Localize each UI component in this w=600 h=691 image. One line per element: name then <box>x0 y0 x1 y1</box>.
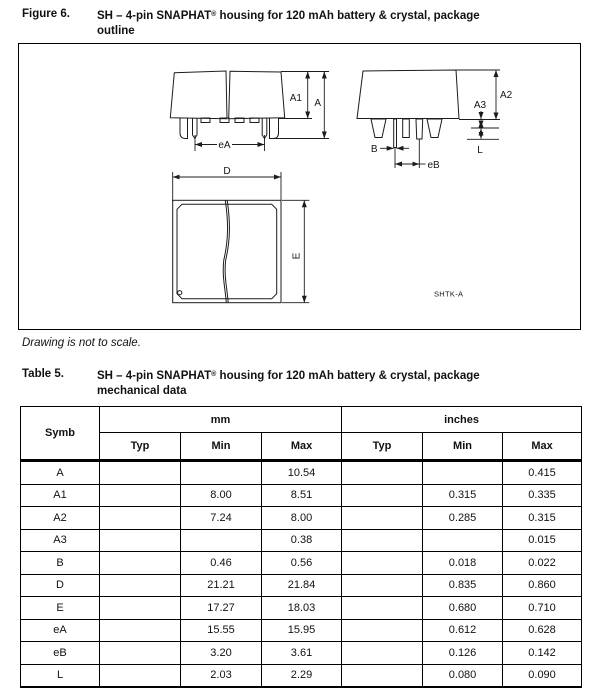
value-cell: 2.03 <box>181 664 262 687</box>
symbol-cell: eA <box>21 619 100 642</box>
figure-title-line2: outline <box>97 25 135 37</box>
value-cell: 0.46 <box>181 552 262 575</box>
value-cell <box>342 529 423 552</box>
registered-trademark: ® <box>211 11 217 18</box>
table-row <box>21 597 582 620</box>
value-cell: 0.022 <box>503 552 582 575</box>
value-cell <box>100 461 181 485</box>
value-cell: 0.126 <box>423 642 503 665</box>
dim-label-a3: A3 <box>473 100 487 111</box>
value-cell: 21.21 <box>181 574 262 597</box>
table-body <box>21 461 582 688</box>
value-cell: 0.680 <box>423 597 503 620</box>
table-caption <box>22 367 480 399</box>
table-title <box>97 367 480 399</box>
value-cell <box>342 619 423 642</box>
value-cell: 0.315 <box>503 507 582 530</box>
table-row <box>21 642 582 665</box>
side-view-left <box>170 71 284 139</box>
table-row <box>21 484 582 507</box>
col-header-mm-typ: Typ <box>100 433 181 461</box>
value-cell <box>100 529 181 552</box>
value-cell: 0.56 <box>262 552 342 575</box>
table-row <box>21 664 582 687</box>
col-header-mm-max: Max <box>262 433 342 461</box>
registered-trademark: ® <box>211 371 217 378</box>
value-cell: 17.27 <box>181 597 262 620</box>
value-cell: 0.860 <box>503 574 582 597</box>
col-header-inches: inches <box>342 407 582 433</box>
dim-label-l: L <box>477 145 483 156</box>
value-cell <box>100 664 181 687</box>
col-header-mm-min: Min <box>181 433 262 461</box>
value-cell: 8.51 <box>262 484 342 507</box>
value-cell: 8.00 <box>262 507 342 530</box>
value-cell <box>100 642 181 665</box>
dim-label-eb: eB <box>427 160 440 171</box>
symbol-cell: E <box>21 597 100 620</box>
top-view <box>173 200 281 302</box>
table-row <box>21 529 582 552</box>
value-cell: 0.38 <box>262 529 342 552</box>
value-cell: 15.55 <box>181 619 262 642</box>
col-header-in-max: Max <box>503 433 582 461</box>
dim-label-a1: A1 <box>289 93 302 104</box>
value-cell <box>100 552 181 575</box>
value-cell: 0.018 <box>423 552 503 575</box>
col-header-in-min: Min <box>423 433 503 461</box>
value-cell: 0.015 <box>503 529 582 552</box>
value-cell: 15.95 <box>262 619 342 642</box>
value-cell <box>342 642 423 665</box>
figure-title-line1: SH – 4-pin SNAPHAT® housing for 120 mAh battery & crystal, package <box>97 10 480 22</box>
symbol-cell: L <box>21 664 100 687</box>
mechanical-data-table <box>20 406 582 688</box>
value-cell: 0.285 <box>423 507 503 530</box>
figure-caption <box>22 7 480 39</box>
symbol-cell: A2 <box>21 507 100 530</box>
value-cell: 3.20 <box>181 642 262 665</box>
value-cell: 18.03 <box>262 597 342 620</box>
table-row <box>21 552 582 575</box>
symbol-cell: eB <box>21 642 100 665</box>
value-cell <box>100 619 181 642</box>
value-cell: 0.628 <box>503 619 582 642</box>
symbol-cell: A1 <box>21 484 100 507</box>
value-cell: 0.415 <box>503 461 582 485</box>
col-header-symb: Symb <box>21 407 100 461</box>
value-cell <box>342 664 423 687</box>
value-cell: 0.315 <box>423 484 503 507</box>
symbol-cell: D <box>21 574 100 597</box>
dim-label-a2: A2 <box>500 90 513 101</box>
col-header-mm: mm <box>100 407 342 433</box>
side-view-left-dimensions <box>195 72 329 152</box>
dim-label-ea: eA <box>218 140 231 151</box>
package-outline-drawing <box>19 44 580 329</box>
figure-title <box>97 7 480 39</box>
dim-label-d: D <box>223 166 231 177</box>
value-cell <box>100 597 181 620</box>
value-cell: 0.710 <box>503 597 582 620</box>
value-cell <box>342 574 423 597</box>
value-cell <box>342 461 423 485</box>
value-cell: 0.612 <box>423 619 503 642</box>
value-cell <box>423 529 503 552</box>
figure-frame <box>18 43 581 330</box>
value-cell: 3.61 <box>262 642 342 665</box>
symbol-cell: A3 <box>21 529 100 552</box>
table-row <box>21 507 582 530</box>
value-cell <box>342 597 423 620</box>
table-row <box>21 574 582 597</box>
value-cell: 0.142 <box>503 642 582 665</box>
table-header <box>21 407 582 461</box>
value-cell <box>100 507 181 530</box>
figure-label: Figure 6. <box>22 8 70 20</box>
value-cell: 21.84 <box>262 574 342 597</box>
side-view-right <box>357 70 459 148</box>
value-cell <box>342 507 423 530</box>
value-cell <box>342 552 423 575</box>
table-row <box>21 461 582 485</box>
value-cell <box>423 461 503 485</box>
value-cell: 0.080 <box>423 664 503 687</box>
value-cell <box>181 461 262 485</box>
value-cell: 2.29 <box>262 664 342 687</box>
table-title-line1: SH – 4-pin SNAPHAT® housing for 120 mAh battery & crystal, package <box>97 370 480 382</box>
dim-label-e: E <box>291 252 303 260</box>
table-row <box>21 619 582 642</box>
value-cell <box>181 529 262 552</box>
table-title-line2: mechanical data <box>97 385 187 397</box>
symbol-cell: B <box>21 552 100 575</box>
dim-label-b: B <box>370 144 378 155</box>
value-cell: 8.00 <box>181 484 262 507</box>
drawing-code: SHTK-A <box>434 289 464 299</box>
value-cell: 10.54 <box>262 461 342 485</box>
value-cell <box>100 484 181 507</box>
top-view-dimensions <box>173 172 310 303</box>
value-cell <box>100 574 181 597</box>
value-cell: 0.835 <box>423 574 503 597</box>
value-cell: 7.24 <box>181 507 262 530</box>
symbol-cell: A <box>21 461 100 485</box>
value-cell: 0.090 <box>503 664 582 687</box>
table-label: Table 5. <box>22 368 64 380</box>
value-cell <box>342 484 423 507</box>
dim-label-a: A <box>314 98 321 109</box>
scale-note: Drawing is not to scale. <box>22 337 141 349</box>
col-header-in-typ: Typ <box>342 433 423 461</box>
value-cell: 0.335 <box>503 484 582 507</box>
